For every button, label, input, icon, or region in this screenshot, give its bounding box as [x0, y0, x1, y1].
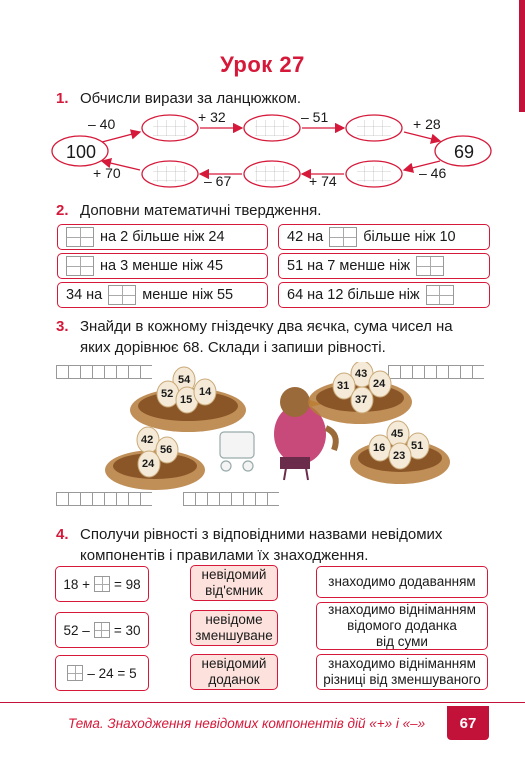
- rule-box[interactable]: знаходимо відніманням різниці від зменшуваного: [316, 654, 488, 690]
- egg-number: 31: [337, 380, 350, 392]
- nest-2: [105, 427, 205, 490]
- egg-number: 24: [142, 458, 155, 470]
- chain-op-bottom-1: + 70: [93, 165, 121, 181]
- chain-bottom-ovals: [142, 161, 402, 187]
- chain-op-bottom-4: – 46: [419, 165, 447, 181]
- statement-box: на 2 більше ніж 24: [57, 224, 268, 250]
- task-number: 2.: [56, 202, 69, 219]
- statement-box: на 3 менше ніж 45: [57, 253, 268, 279]
- statement-box: 34 на менше ніж 55: [57, 282, 268, 308]
- egg-number: 45: [391, 428, 404, 440]
- rule-box[interactable]: знаходимо відніманням відомого доданка від суми: [316, 602, 488, 650]
- egg-number: 52: [161, 388, 174, 400]
- egg-number: 37: [355, 394, 368, 406]
- egg-number: 42: [141, 434, 154, 446]
- footer-divider: [0, 702, 525, 703]
- egg-number: 54: [178, 374, 191, 386]
- footer-topic: Тема. Знаходження невідомих компонентів дій «+» і «–»: [68, 716, 426, 731]
- answer-cell[interactable]: [66, 256, 94, 276]
- task-text: Обчисли вирази за ланцюжком.: [80, 90, 302, 107]
- component-name-box[interactable]: невідомий від'ємник: [190, 565, 278, 601]
- chain-start-value: 100: [65, 142, 97, 162]
- component-name-box[interactable]: невідоме зменшуване: [190, 610, 278, 646]
- unknown-cell: [67, 665, 83, 681]
- unknown-cell: [94, 622, 110, 638]
- chain-end-value: 69: [453, 142, 475, 162]
- component-name-box[interactable]: невідомий доданок: [190, 654, 278, 690]
- egg-number: 14: [199, 386, 212, 398]
- unknown-cell: [94, 576, 110, 592]
- answer-cell[interactable]: [329, 227, 357, 247]
- answer-cell[interactable]: [66, 227, 94, 247]
- stroller-illustration: [220, 432, 254, 471]
- task-number: 4.: [56, 526, 69, 543]
- task-number: 3.: [56, 318, 69, 335]
- egg-number: 43: [355, 368, 368, 380]
- task-number: 1.: [56, 90, 69, 107]
- equation-box[interactable]: – 24 = 5: [55, 655, 149, 691]
- statement-box: 51 на 7 менше ніж: [278, 253, 490, 279]
- page-number: 67: [447, 706, 489, 740]
- task-text: Доповни математичні твердження.: [80, 202, 322, 219]
- chain-op-bottom-2: – 67: [204, 173, 232, 189]
- egg-number: 23: [393, 450, 406, 462]
- egg-number: 24: [373, 378, 386, 390]
- answer-cell[interactable]: [426, 285, 454, 305]
- lesson-title: Урок 27: [220, 52, 305, 77]
- chain-op-top-1: – 40: [88, 116, 116, 132]
- egg-number: 15: [180, 394, 193, 406]
- task-text: Сполучи рівності з відповідними назвами невідомих компонентів і правилами їх знаходження.: [80, 526, 443, 564]
- equation-box[interactable]: 52 – = 30: [55, 612, 149, 648]
- chain-op-top-2: + 32: [198, 109, 226, 125]
- answer-cell[interactable]: [416, 256, 444, 276]
- chain-top-ovals: [142, 115, 402, 141]
- egg-number: 51: [411, 440, 424, 452]
- egg-number: 16: [373, 442, 386, 454]
- statement-box: 64 на 12 більше ніж: [278, 282, 490, 308]
- chain-op-top-3: – 51: [301, 109, 329, 125]
- chain-op-top-4: + 28: [413, 116, 441, 132]
- answer-cell[interactable]: [108, 285, 136, 305]
- rule-box[interactable]: знаходимо додаванням: [316, 566, 488, 598]
- statement-box: 42 на більше ніж 10: [278, 224, 490, 250]
- task-text: Знайди в кожному гніздечку два яєчка, сума чисел на яких дорівнює 68. Склади і запиши рівності.: [80, 318, 453, 356]
- egg-number: 56: [160, 444, 173, 456]
- chain-op-bottom-3: + 74: [309, 173, 337, 189]
- equation-box[interactable]: 18 + = 98: [55, 566, 149, 602]
